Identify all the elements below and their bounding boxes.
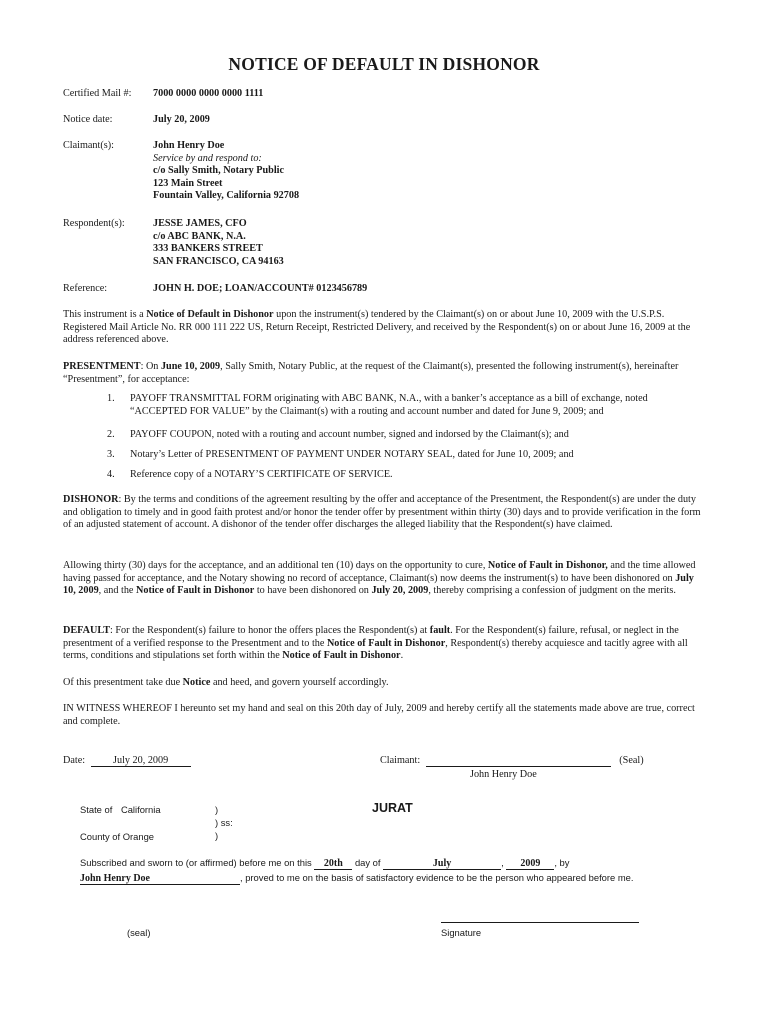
default-paragraph: DEFAULT: For the Respondent(s) failure to honor the offers places the Respondent(s) at fault. For the Respondent(s) failure, refusal, or neglect in the presentment of a verified response to the Presentment and to the Notice of Fault in Dishonor, Respondent(s) thereby acquiesce and tacitly agree with all terms, conditions and stipulations set forth within the Notice of Fault in Dishonor. [63,625,688,662]
claimant-address-line-2: 123 Main Street [153,177,223,189]
county-line: County of Orange [80,831,155,842]
respondent-label: Respondent(s): [63,218,125,229]
respondent-line-2: c/o ABC BANK, N.A. [153,230,246,242]
state-label: State of [80,804,113,815]
signature-line [441,922,639,923]
seal-label: (seal) [127,927,151,938]
date-field [63,755,191,767]
reference-value: JOHN H. DOE; LOAN/ACCOUNT# 0123456789 [153,283,368,294]
certified-mail-number: 7000 0000 0000 0000 1111 [153,88,264,99]
claimant-service-note: Service by and respond to: [153,152,262,164]
person-value: John Henry Doe [80,873,240,885]
reference-label: Reference: [63,283,108,294]
state-value: California [120,804,161,815]
heed-paragraph: Of this presentment take due Notice and heed, and govern yourself accordingly. [63,677,389,688]
claimant-block [153,140,299,203]
claimant-name: John Henry Doe [153,140,225,151]
list-item: 1. PAYOFF TRANSMITTAL FORM originating with ABC BANK, N.A., with a banker’s acceptance as a bill of exchange, noted “ACCEPTED FOR VALUE” by the Claimant(s) with a routing and account number and dated for June 9, 2009; and [107,393,648,417]
certified-mail-label: Certified Mail #: [63,88,132,99]
presentment-paragraph: PRESENTMENT: On June 10, 2009, Sally Smith, Notary Public, at the request of the Claimant(s), presented the following instrument(s), hereinafter “Presentment”, for acceptance: [63,361,679,385]
respondent-line-3: 333 BANKERS STREET [153,243,263,255]
list-item: 4. Reference copy of a NOTARY’S CERTIFICATE OF SERVICE. [107,469,393,480]
claimant-label: Claimant(s): [63,140,114,151]
year-value: 2009 [506,858,554,870]
seal-text: (Seal) [619,755,644,766]
claimant-address-line-1: c/o Sally Smith, Notary Public [153,165,285,177]
claimant-printed-name: John Henry Doe [470,769,537,780]
witness-paragraph: IN WITNESS WHEREOF I hereunto set my hand and seal on this 20th day of July, 2009 and hereby certify all the statements made above are true, correct and complete. [63,703,695,727]
dishonor-paragraph: DISHONOR: By the terms and conditions of the agreement resulting by the offer and acceptance of the Presentment, the Respondent(s) are under the duty and obligation to timely and in good faith protest and/or honor the tender offer by presentment within thirty (30) days and to provide verification in the form of an adjusted statement of account. A dishonor of the tender offer discharges the alleged liability that the Respondent(s) have claimed. [63,494,701,531]
list-item: 2. PAYOFF COUPON, noted with a routing and account number, signed and indorsed by the Claimant(s); and [107,429,569,440]
state-line [80,804,161,815]
respondent-line-1: JESSE JAMES, CFO [153,218,247,229]
respondent-line-4: SAN FRANCISCO, CA 94163 [153,255,284,267]
jurat-title: JURAT [372,801,413,815]
respondent-block [153,218,284,268]
notice-date-label: Notice date: [63,114,113,125]
date-label: Date: [63,755,86,766]
claimant-address-line-3: Fountain Valley, California 92708 [153,190,300,202]
notice-date-value: July 20, 2009 [153,114,210,125]
day-value: 20th [314,858,352,870]
jurat-paren-1: ) [215,804,219,815]
claimant-signature-field [380,755,644,767]
list-item: 3. Notary’s Letter of PRESENTMENT OF PAYMENT UNDER NOTARY SEAL, dated for June 10, 2009; and [107,449,574,460]
proved-line: John Henry Doe , proved to me on the basis of satisfactory evidence to be the person who appeared before me. [80,872,634,884]
claimant-signature-line [426,755,611,767]
date-value: July 20, 2009 [91,755,191,767]
subscribed-line: Subscribed and sworn to (or affirmed) before me on this 20th day of July , 2009 , by [80,857,570,869]
claimant-sig-label: Claimant: [380,755,421,766]
signature-label: Signature [441,927,482,938]
jurat-paren-3: ) [215,830,219,841]
month-value: July [383,858,501,870]
document-title: NOTICE OF DEFAULT IN DISHONOR [228,54,540,74]
allowing-paragraph: Allowing thirty (30) days for the acceptance, and an additional ten (10) days on the opportunity to cure, Notice of Fault in Dishonor, and the time allowed having passed for acceptance, and the Notary showing no record of acceptance, Claimant(s) now deems the instrument(s) to have been dishonored on July 10, 2009, and the Notice of Fault in Dishonor to have been dishonored on July 20, 2009, thereby comprising a confession of judgment on the merits. [63,560,696,597]
jurat-ss: ) ss: [215,817,233,828]
intro-paragraph: This instrument is a Notice of Default in Dishonor upon the instrument(s) tendered by the Claimant(s) on or about June 10, 2009 with the U.S.P.S. Registered Mail Article No. RR 000 111 222 US, Return Receipt, Restricted Delivery, and received by the Respondent(s) on or about June 16, 2009 at the address referenced above. [63,309,691,346]
